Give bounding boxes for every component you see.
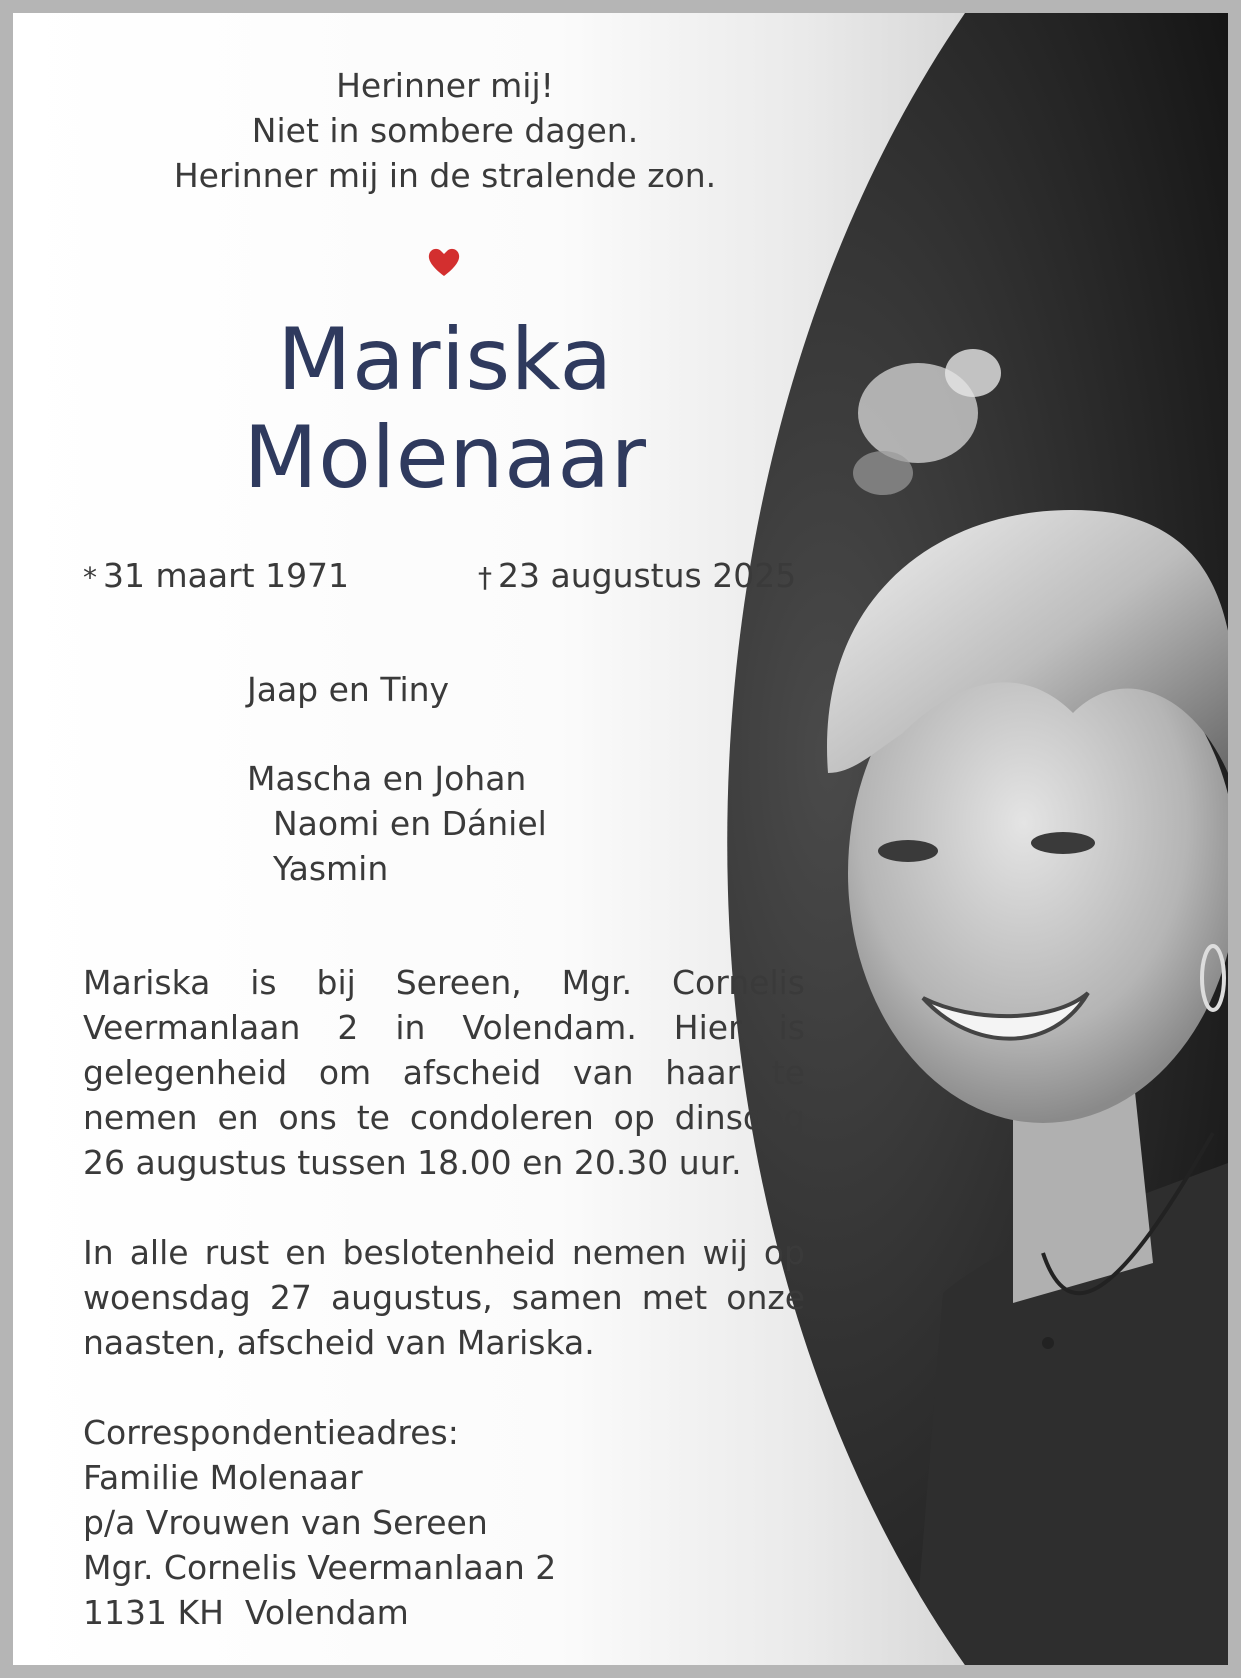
sibling: Mascha en Johan bbox=[247, 759, 527, 798]
address-line: Mgr. Cornelis Veermanlaan 2 bbox=[83, 1548, 557, 1587]
family-list bbox=[247, 667, 547, 891]
last-name: Molenaar bbox=[243, 408, 647, 508]
poem-line: Herinner mij! bbox=[336, 66, 554, 105]
birth-date-text: 31 maart 1971 bbox=[103, 556, 350, 595]
farewell-paragraph bbox=[83, 1230, 805, 1365]
paragraph-line: woensdag 27 augustus, samen met onze bbox=[83, 1278, 805, 1317]
first-name: Mariska bbox=[277, 310, 613, 410]
death-date bbox=[478, 556, 796, 598]
photo-content bbox=[613, 13, 1228, 1665]
death-date-text: 23 augustus 2025 bbox=[498, 556, 797, 595]
address-line: p/a Vrouwen van Sereen bbox=[83, 1503, 488, 1542]
paragraph-line: naasten, afscheid van Mariska. bbox=[83, 1323, 595, 1362]
paragraph-line: In alle rust en beslotenheid nemen wij op bbox=[83, 1233, 805, 1272]
poem-line: Herinner mij in de stralende zon. bbox=[173, 156, 717, 195]
address-line: Correspondentieadres: bbox=[83, 1413, 459, 1452]
sibling-child: Naomi en Dániel bbox=[273, 804, 547, 843]
sibling-child: Yasmin bbox=[273, 849, 389, 888]
address-line: 1131 KH Volendam bbox=[83, 1593, 409, 1632]
deceased-name bbox=[95, 311, 795, 507]
paragraph-line: Mariska is bij Sereen, Mgr. Cornelis bbox=[83, 963, 805, 1002]
birth-date bbox=[83, 556, 349, 598]
address-line: Familie Molenaar bbox=[83, 1458, 363, 1497]
asterisk-icon: * bbox=[83, 561, 97, 594]
paragraph-line: 26 augustus tussen 18.00 en 20.30 uur. bbox=[83, 1143, 742, 1182]
correspondence-address bbox=[83, 1410, 556, 1635]
paragraph-line: Veermanlaan 2 in Volendam. Hier is bbox=[83, 1008, 805, 1047]
parents: Jaap en Tiny bbox=[247, 670, 450, 709]
visitation-paragraph bbox=[83, 960, 805, 1185]
cross-icon: † bbox=[478, 561, 492, 594]
poem-line: Niet in sombere dagen. bbox=[251, 111, 639, 150]
paragraph-line: nemen en ons te condoleren op dinsdag bbox=[83, 1098, 805, 1137]
poem bbox=[105, 63, 785, 198]
obituary-card bbox=[13, 13, 1228, 1665]
paragraph-line: gelegenheid om afscheid van haar te bbox=[83, 1053, 805, 1092]
heart-icon bbox=[428, 247, 460, 277]
